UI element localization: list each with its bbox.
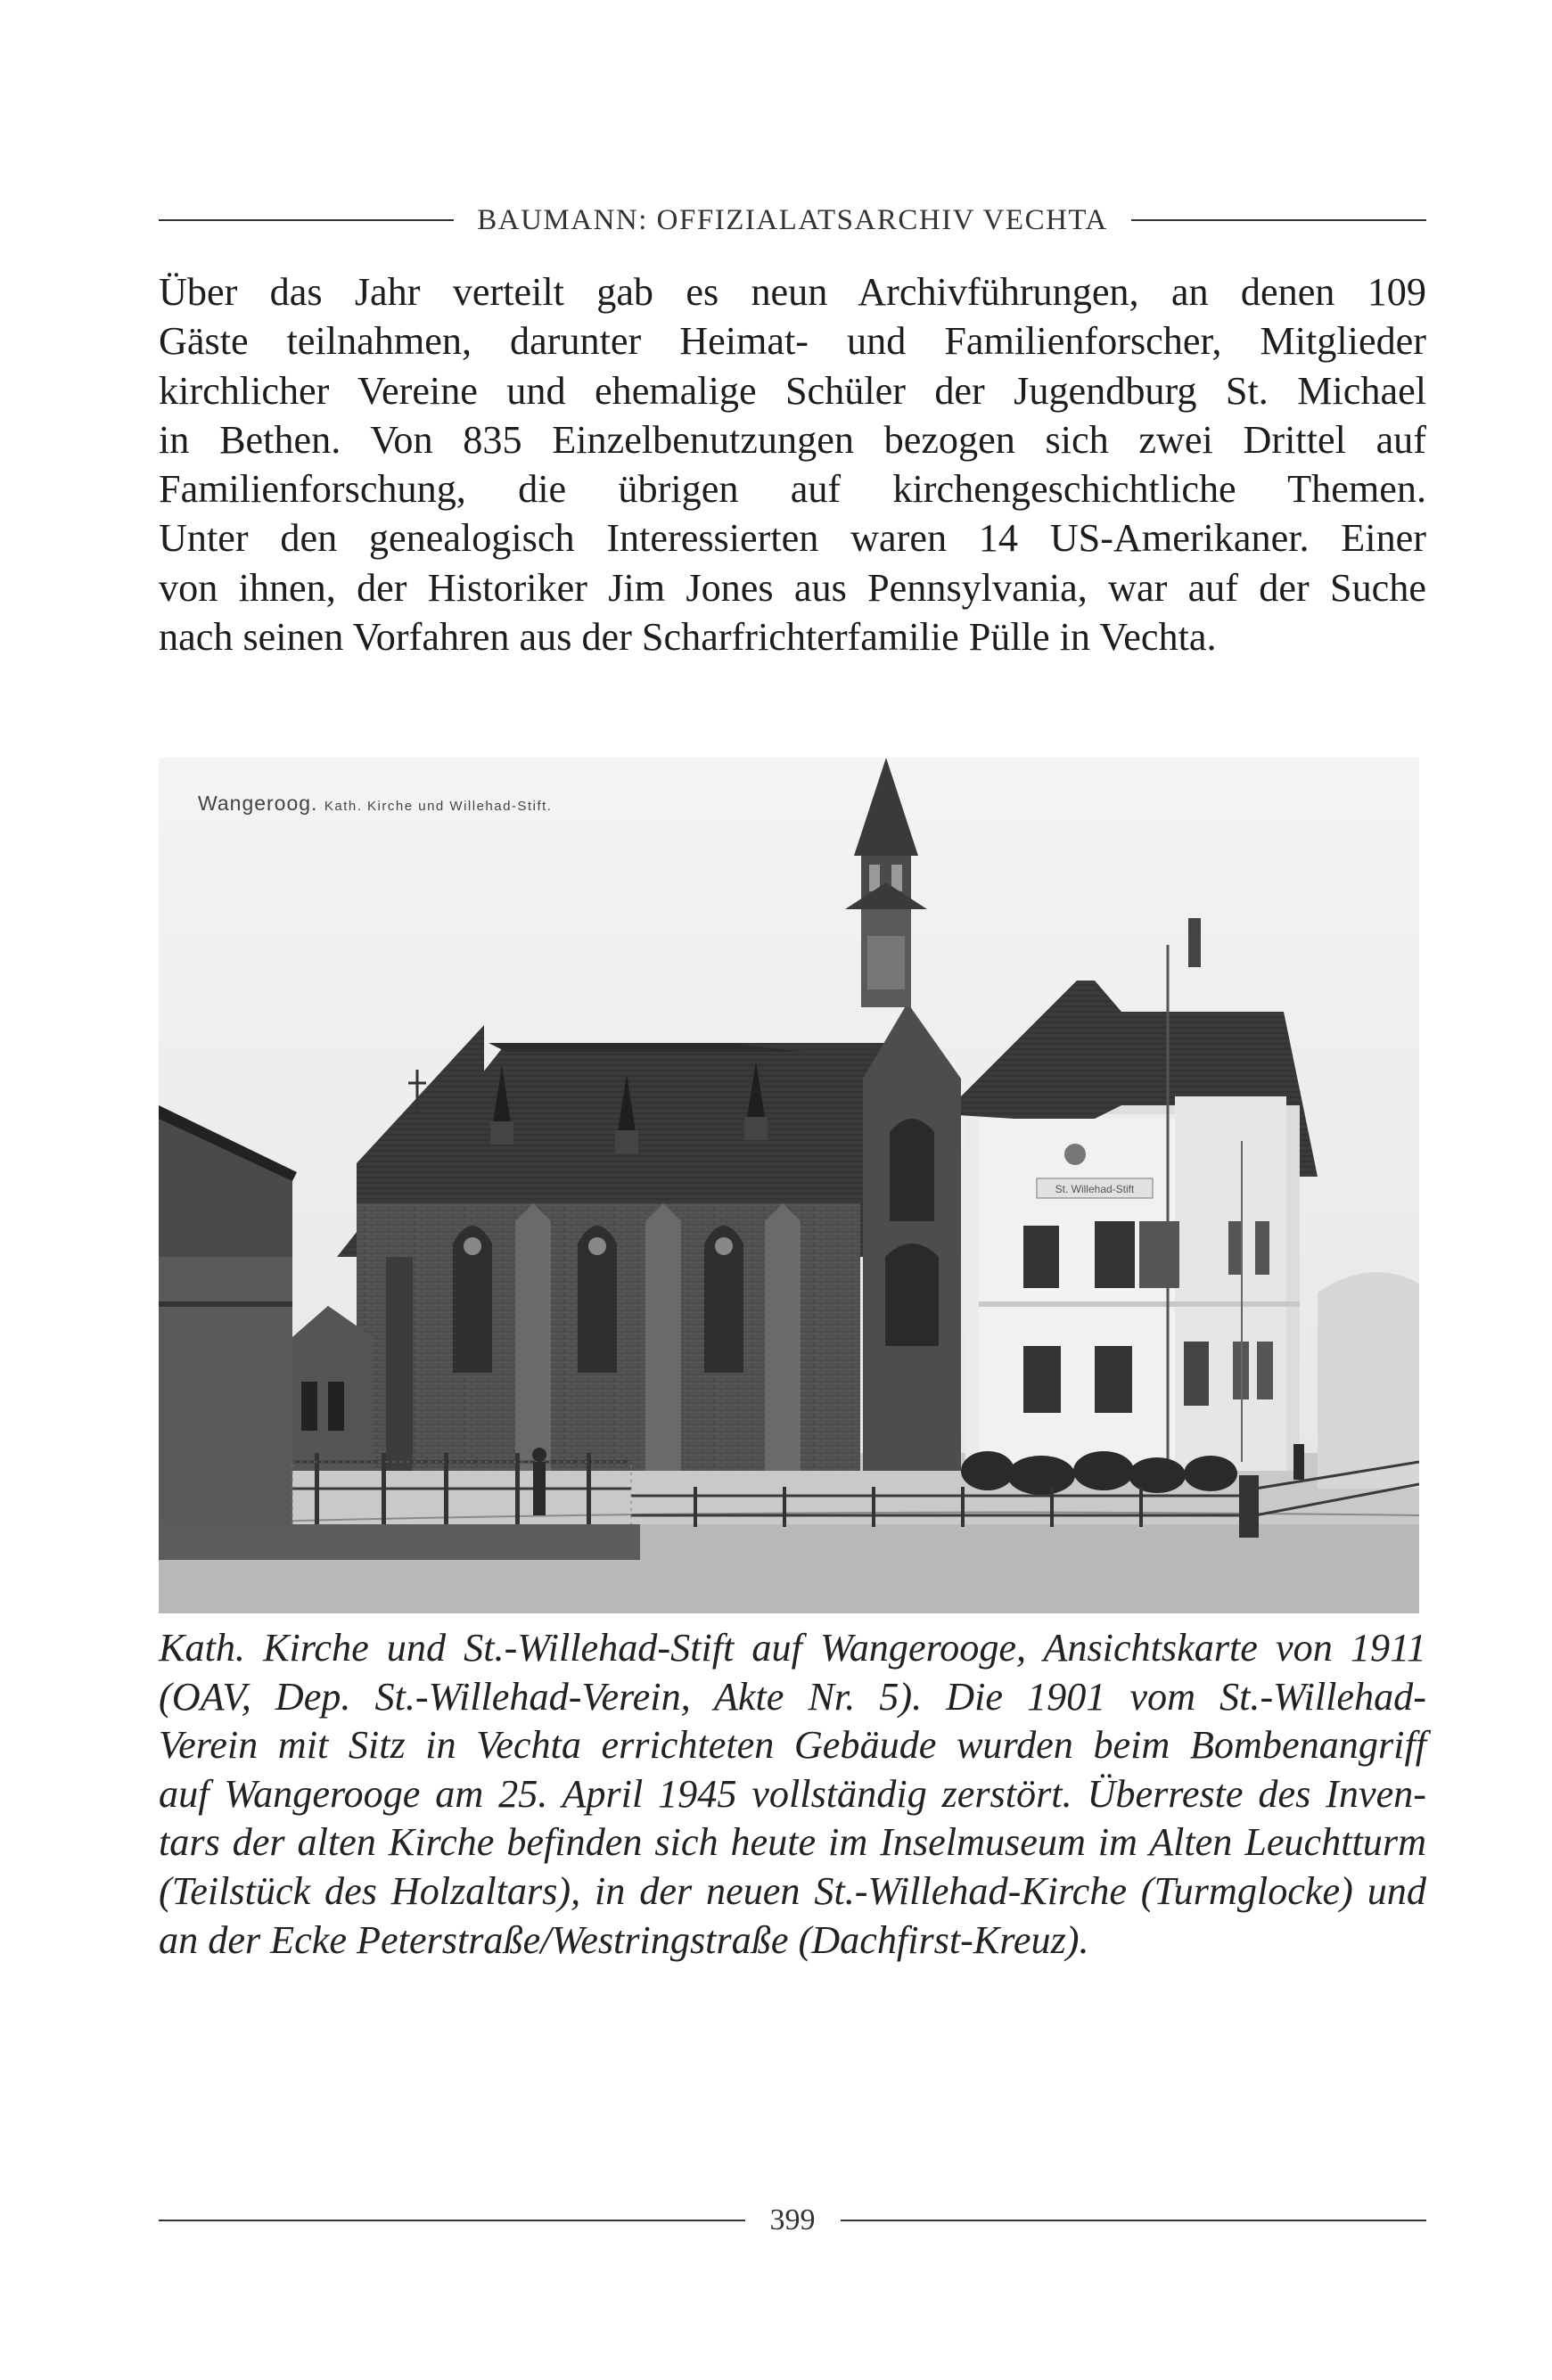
body-line: von ihnen, der Historiker Jim Jones aus Pennsylvania, war auf der Suche [159,565,1426,610]
postcard-subject: Kath. Kirche und Willehad-Stift. [324,799,553,814]
header-rule-right [1131,219,1426,221]
body-paragraph [159,267,1426,661]
running-title: BAUMANN: OFFIZIALATSARCHIV VECHTA [477,203,1108,236]
caption-line: an der Ecke Peterstraße/Westringstraße (Dachfirst-Kreuz). [159,1917,1089,1962]
footer-rule-right [841,2220,1427,2221]
historic-postcard-photo [159,758,1419,1613]
body-line: Über das Jahr verteilt gab es neun Archivführungen, an denen 109 [159,270,1426,314]
body-line: Familienforschung, die übrigen auf kirchengeschichtliche Themen. [159,467,1426,512]
page-footer [159,2198,1426,2243]
footer-rule-left [159,2220,745,2221]
figure-caption [159,1624,1426,1965]
building-sign: St. Willehad-Stift [1055,1183,1135,1195]
header-rule-left [159,219,454,221]
caption-line: Kath. Kirche und St.-Willehad-Stift auf Wangerooge, Ansichtskarte von 1911 [159,1626,1426,1670]
caption-line: auf Wangerooge am 25. April 1945 vollständig zerstört. Überreste des Inven- [159,1771,1426,1816]
caption-line: (Teilstück des Holzaltars), in der neuen St.-Willehad-Kirche (Turmglocke) und [159,1868,1426,1913]
body-line: nach seinen Vorfahren aus der Scharfrichterfamilie Pülle in Vechta. [159,615,1217,660]
caption-line: tars der alten Kirche befinden sich heute im Inselmuseum im Alten Leuchtturm [159,1820,1426,1865]
body-line: in Bethen. Von 835 Einzelbenutzungen bezogen sich zwei Drittel auf [159,417,1426,462]
body-line: Gäste teilnahmen, darunter Heimat- und Familienforscher, Mitglieder [159,319,1426,364]
postcard-caption [198,792,552,816]
postcard-place: Wangeroog. [198,792,318,815]
caption-line: Verein mit Sitz in Vechta errichteten Gebäude wurden beim Bombenangriff [159,1723,1426,1768]
caption-line: (OAV, Dep. St.-Willehad-Verein, Akte Nr. 5). Die 1901 vom St.-Willehad- [159,1674,1426,1719]
body-line: kirchlicher Vereine und ehemalige Schüler der Jugendburg St. Michael [159,368,1426,413]
church-illustration [159,758,1419,1613]
body-line: Unter den genealogisch Interessierten waren 14 US-Amerikaner. Einer [159,516,1426,561]
page-number: 399 [769,2204,816,2236]
running-header [159,198,1426,242]
